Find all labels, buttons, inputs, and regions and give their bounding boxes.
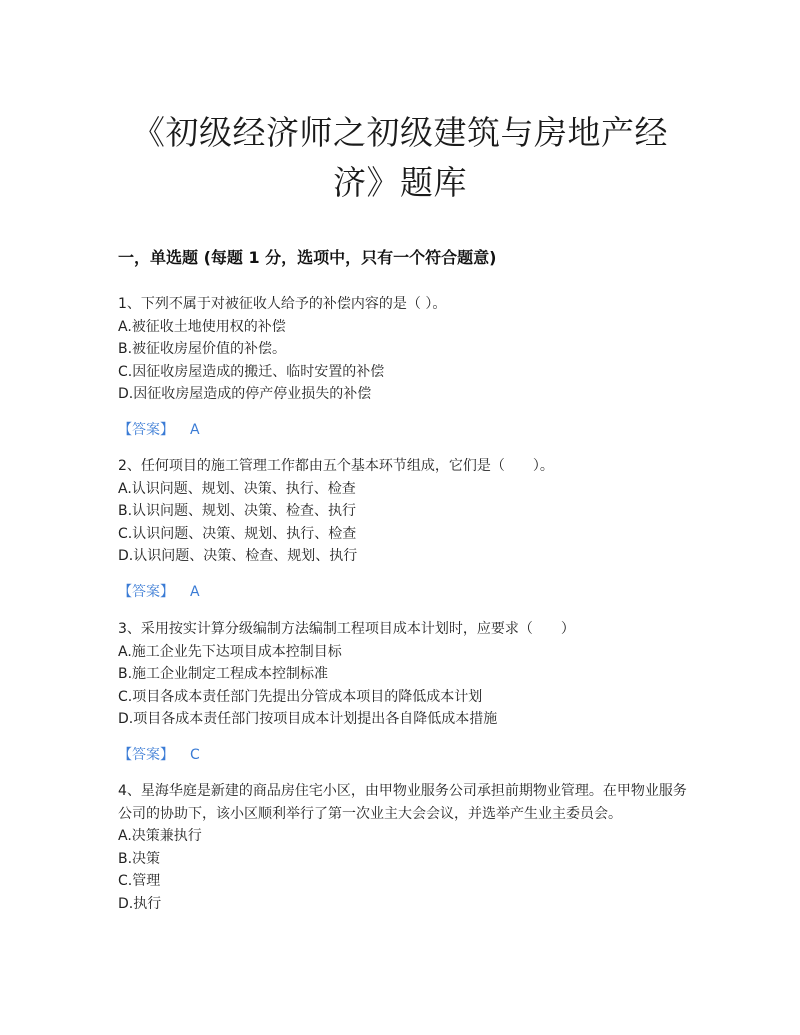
answer-2 — [118, 581, 200, 603]
option-a: A.施工企业先下达项目成本控制目标 — [118, 643, 342, 660]
answer-label: 【答案】 — [118, 422, 174, 438]
option-a: A.决策兼执行 — [118, 828, 202, 845]
title-line-1: 《初级经济师之初级建筑与房地产经 — [132, 113, 668, 152]
question-2 — [118, 455, 690, 568]
option-c: C.因征收房屋造成的搬迁、临时安置的补偿 — [118, 363, 385, 380]
option-a: A.认识问题、规划、决策、执行、检查 — [118, 480, 356, 497]
option-a: A.被征收土地使用权的补偿 — [118, 318, 286, 335]
option-c: C.项目各成本责任部门先提出分管成本项目的降低成本计划 — [118, 688, 483, 705]
option-b: B.施工企业制定工程成本控制标准 — [118, 666, 329, 683]
option-b: B.被征收房屋价值的补偿。 — [118, 341, 287, 358]
answer-label: 【答案】 — [118, 584, 174, 600]
option-d: D.因征收房屋造成的停产停业损失的补偿 — [118, 386, 372, 403]
option-b: B.认识问题、规划、决策、检查、执行 — [118, 503, 357, 520]
option-d: D.认识问题、决策、检查、规划、执行 — [118, 548, 358, 565]
option-c: C.认识问题、决策、规划、执行、检查 — [118, 525, 357, 542]
question-3 — [118, 618, 690, 731]
question-stem: 3、采用按实计算分级编制方法编制工程项目成本计划时，应要求（ ） — [118, 621, 575, 637]
question-stem: 4、星海华庭是新建的商品房住宅小区，由甲物业服务公司承担前期物业管理。在甲物业服务公司的协助下，该小区顺利举行了第一次业主大会会议，并选举产生业主委员会。 — [118, 783, 687, 822]
question-1 — [118, 293, 690, 406]
question-stem: 1、下列不属于对被征收人给予的补偿内容的是（ ）。 — [118, 296, 447, 312]
question-stem: 2、任何项目的施工管理工作都由五个基本环节组成，它们是（ ）。 — [118, 458, 554, 474]
option-d: D.项目各成本责任部门按项目成本计划提出各自降低成本措施 — [118, 711, 498, 728]
section-heading: 一，单选题 (每题 1 分，选项中，只有一个符合题意) — [118, 248, 497, 267]
answer-value: C — [190, 747, 200, 763]
answer-3 — [118, 744, 200, 766]
answer-label: 【答案】 — [118, 747, 174, 763]
answer-1 — [118, 419, 200, 441]
option-b: B.决策 — [118, 850, 161, 867]
document-title — [100, 108, 700, 208]
title-line-2: 济》题库 — [333, 163, 467, 202]
option-c: C.管理 — [118, 873, 161, 890]
option-d: D.执行 — [118, 895, 162, 912]
question-4 — [118, 780, 690, 916]
answer-value: A — [190, 584, 200, 600]
answer-value: A — [190, 422, 200, 438]
